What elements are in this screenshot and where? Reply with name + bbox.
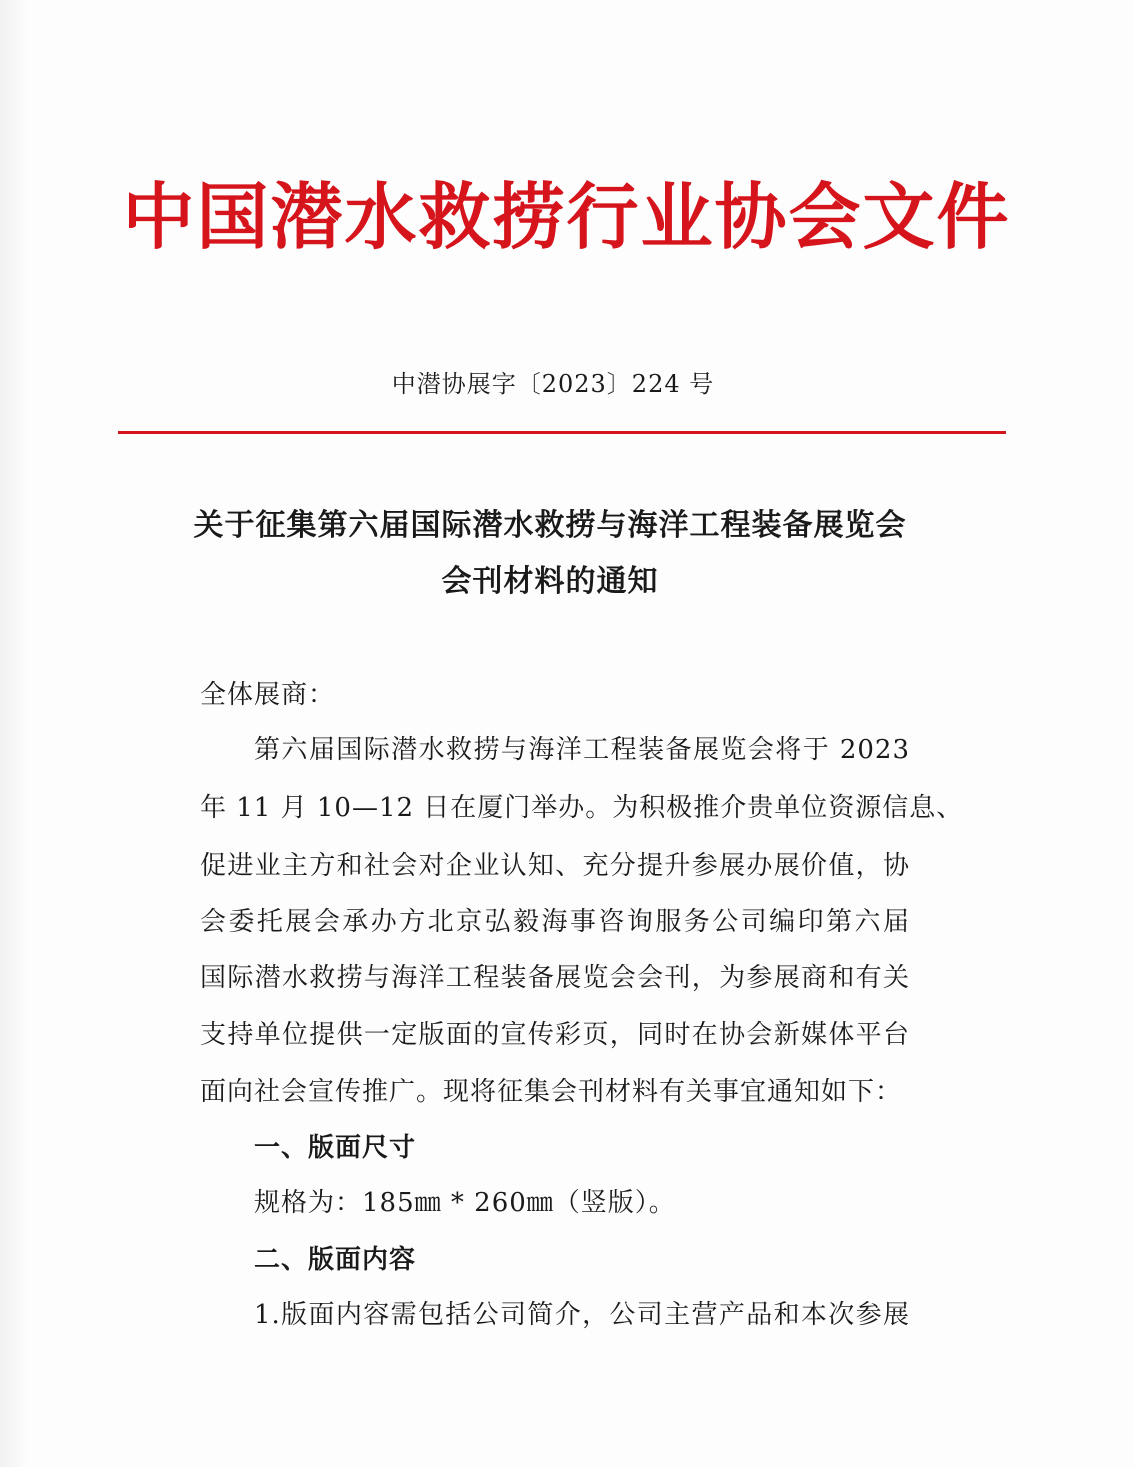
red-divider-line (118, 431, 1006, 434)
paragraph-line: 会委托展会承办方北京弘毅海事咨询服务公司编印第六届 (200, 907, 910, 937)
paragraph-line: 年 11 月 10—12 日在厦门举办。为积极推介贵单位资源信息、 (200, 793, 964, 823)
paragraph-line: 支持单位提供一定版面的宣传彩页，同时在协会新媒体平台 (200, 1020, 910, 1050)
section-heading-content: 二、版面内容 (254, 1245, 417, 1275)
paragraph-line: 第六届国际潜水救捞与海洋工程装备展览会将于 2023 (254, 735, 910, 765)
section-item-1: 1.版面内容需包括公司简介，公司主营产品和本次参展 (254, 1300, 910, 1330)
section-text-size: 规格为：185㎜ * 260㎜（竖版）。 (254, 1188, 676, 1218)
paragraph-line: 促进业主方和社会对企业认知、充分提升参展办展价值，协 (200, 851, 910, 881)
salutation: 全体展商： (200, 680, 336, 710)
paragraph-line: 面向社会宣传推广。现将征集会刊材料有关事宜通知如下： (200, 1077, 903, 1107)
notice-title-line-1: 关于征集第六届国际潜水救捞与海洋工程装备展览会 (193, 508, 907, 543)
masthead-title: 中国潜水救捞行业协会文件 (122, 174, 1011, 259)
section-heading-size: 一、版面尺寸 (254, 1133, 417, 1163)
paragraph-line: 国际潜水救捞与海洋工程装备展览会会刊，为参展商和有关 (200, 963, 910, 993)
document-number: 中潜协展字〔2023〕224 号 (391, 370, 715, 398)
notice-title-line-2: 会刊材料的通知 (441, 564, 659, 599)
